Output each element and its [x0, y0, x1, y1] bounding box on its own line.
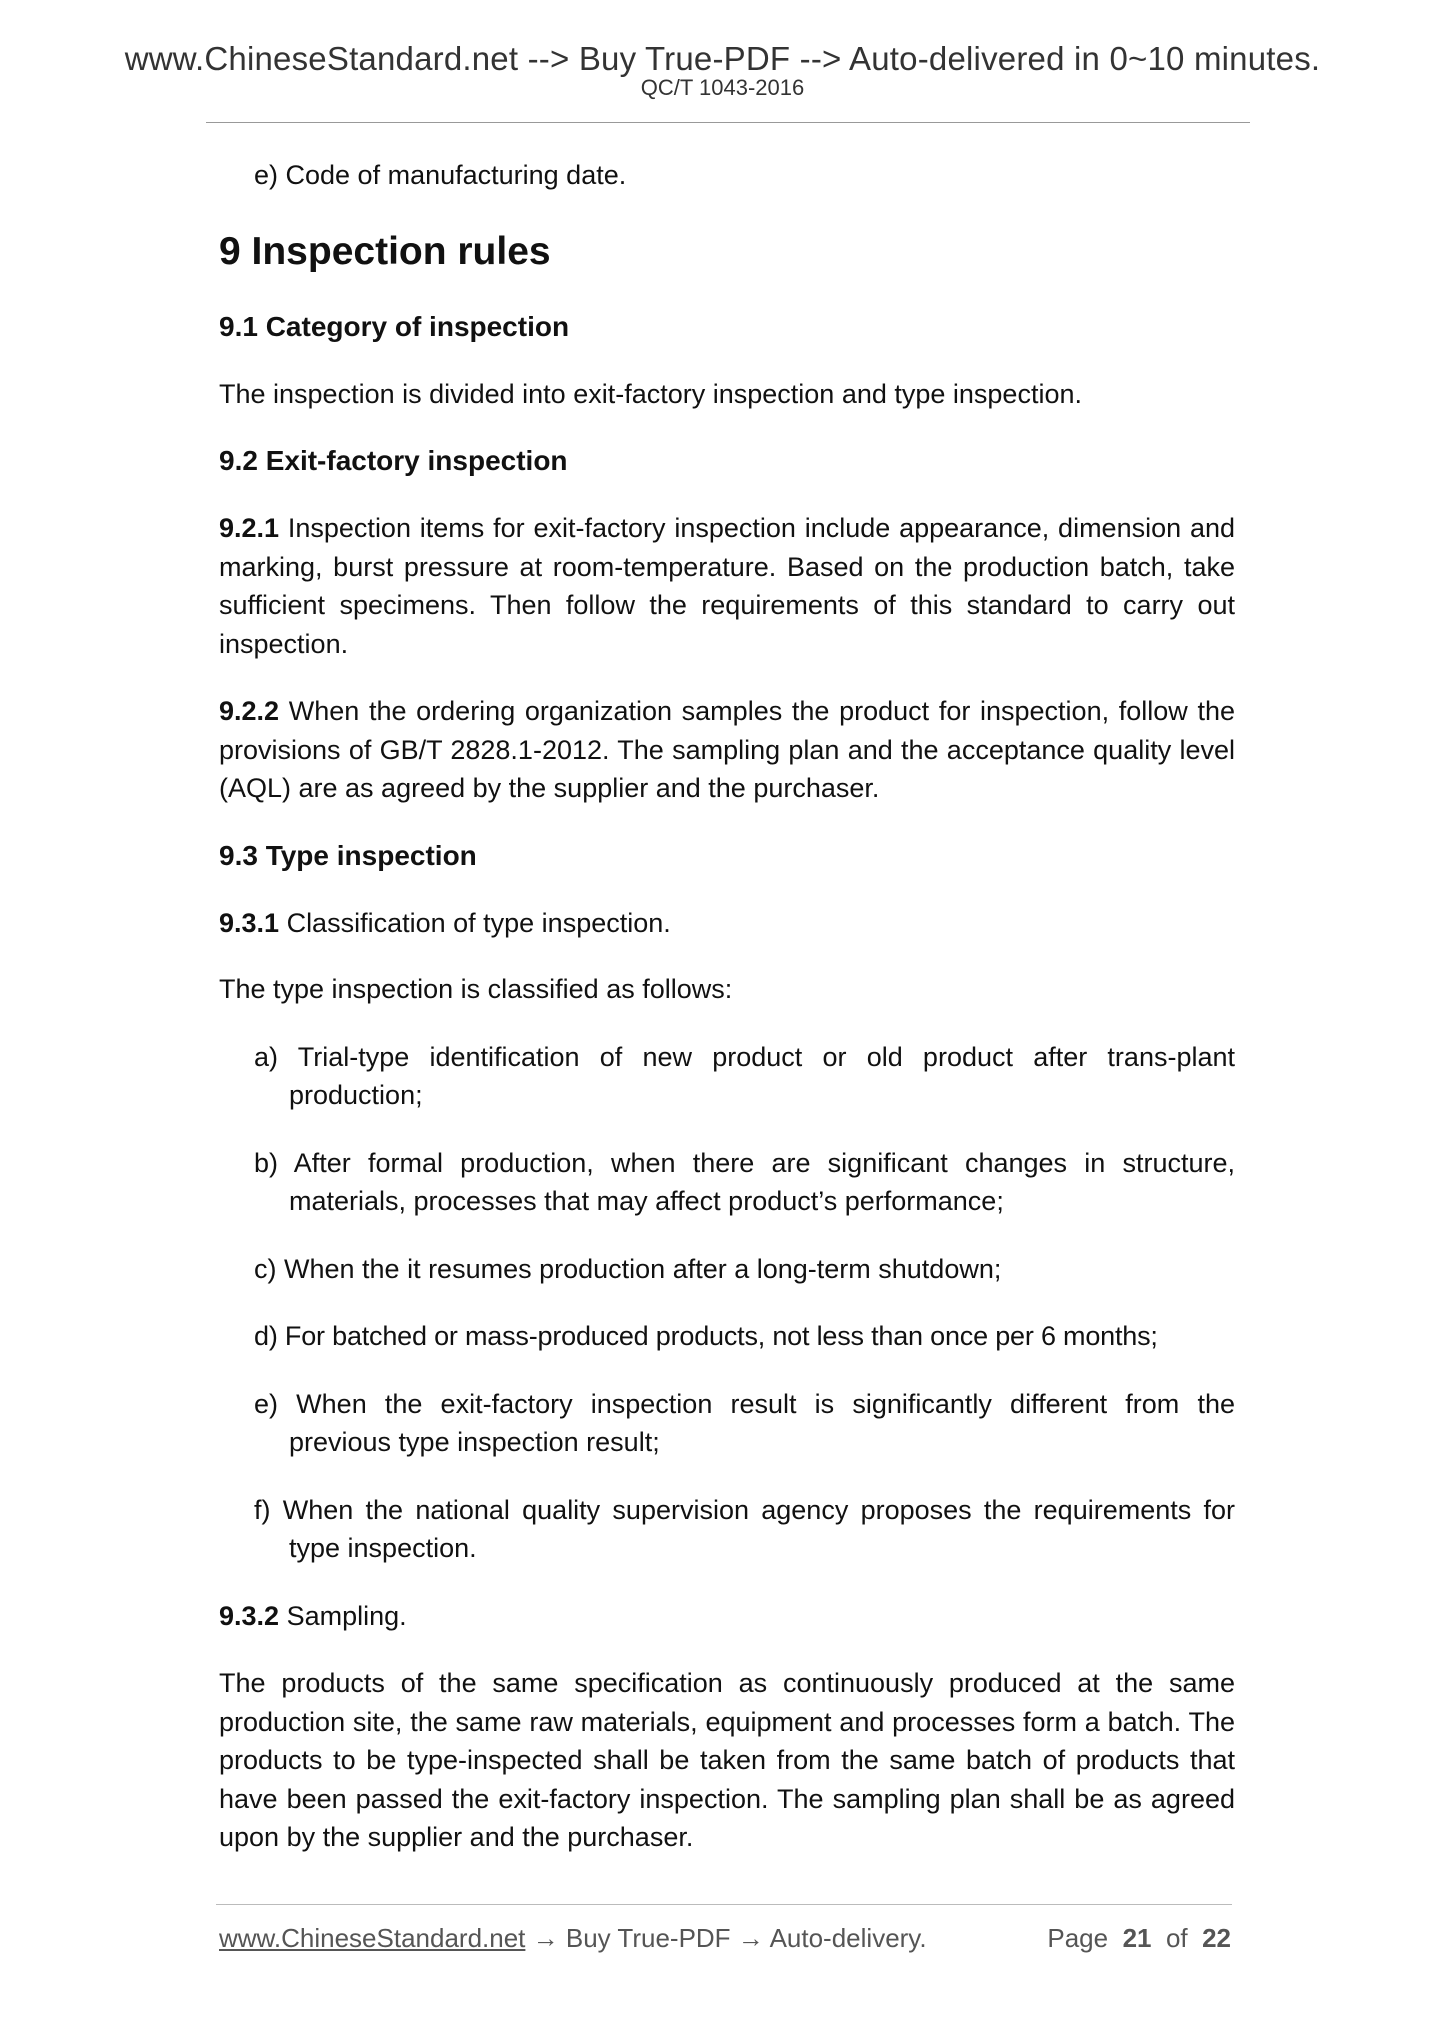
page-label: Page	[1047, 1923, 1109, 1953]
type-inspection-intro: The type inspection is classified as follows:	[219, 974, 733, 1004]
page-footer	[219, 1923, 1231, 1954]
list-text: When the national quality supervision agency proposes the requirements for type inspection.	[282, 1494, 1235, 1563]
footer-site-link[interactable]: www.ChineseStandard.net	[219, 1923, 526, 1953]
list-text: For batched or mass-produced products, not less than once per 6 months;	[284, 1321, 1158, 1351]
clause-text: Classification of type inspection.	[279, 907, 671, 938]
list-item	[219, 1038, 1235, 1115]
header-divider	[206, 122, 1250, 123]
sampling-paragraph: The products of the same specification as continuously produced at the same production site, the same raw materials, equipment and processes form a batch. The products to be type-inspected shall be taken from the same batch of products that have been passed the exit-factory inspection. The sampling plan shall be as agreed upon by the supplier and the purchaser.	[219, 1668, 1235, 1852]
list-label: f)	[254, 1494, 283, 1525]
clause-text: Sampling.	[279, 1600, 407, 1631]
clause-9-2-2	[219, 692, 1235, 808]
section-9-1-text: The inspection is divided into exit-factory inspection and type inspection.	[219, 378, 1082, 409]
section-9-2-title: 9.2 Exit-factory inspection	[219, 445, 568, 476]
page-of: of	[1165, 1923, 1188, 1953]
clause-number: 9.3.1	[219, 907, 280, 938]
section-9-3-title: 9.3 Type inspection	[219, 839, 477, 871]
section-9-1-title: 9.1 Category of inspection	[219, 310, 570, 342]
standard-code: QC/T 1043-2016	[640, 75, 805, 100]
clause-number: 9.2.2	[219, 696, 280, 726]
list-label: d)	[254, 1321, 285, 1351]
list-text: When the it resumes production after a long-term shutdown;	[284, 1253, 1002, 1284]
list-label: b)	[254, 1147, 294, 1178]
page-content	[219, 152, 1235, 1857]
site-banner: www.ChineseStandard.net --> Buy True-PDF --> Auto-delivered in 0~10 minutes.	[124, 40, 1321, 77]
clause-9-2-1	[219, 509, 1235, 663]
clause-9-3-2	[219, 1597, 1235, 1636]
footer-divider	[216, 1904, 1232, 1905]
list-item	[219, 1144, 1235, 1221]
footer-text: → Buy True-PDF → Auto-delivery.	[525, 1923, 927, 1953]
page-total: 22	[1202, 1923, 1231, 1953]
list-item-e-manufacturing-date: e) Code of manufacturing date.	[254, 160, 627, 190]
clause-9-3-1	[219, 904, 1235, 943]
list-item	[219, 1385, 1235, 1462]
section-9-title: 9 Inspection rules	[219, 229, 551, 273]
clause-text: When the ordering organization samples the product for inspection, follow the provisions of GB/T 2828.1-2012. The sampling plan and the acceptance quality level (AQL) are as agreed by the supplier and the purchaser.	[219, 696, 1235, 803]
list-text: After formal production, when there are significant changes in structure, materials, processes that may affect product’s performance;	[289, 1147, 1235, 1216]
list-text: Trial-type identification of new product or old product after trans-plant production;	[289, 1041, 1235, 1110]
clause-text: Inspection items for exit-factory inspection include appearance, dimension and marking, burst pressure at room-temperature. Based on the production batch, take sufficient specimens. Then follow the requirements of this standard to carry out inspection.	[219, 513, 1235, 659]
clause-number: 9.2.1	[219, 513, 280, 543]
list-item	[219, 1250, 1235, 1289]
list-label: c)	[254, 1253, 284, 1284]
list-label: e)	[254, 1388, 297, 1419]
page-current: 21	[1122, 1923, 1152, 1953]
list-text: When the exit-factory inspection result is significantly different from the previous type inspection result;	[289, 1388, 1235, 1457]
list-label: a)	[254, 1041, 298, 1072]
page-indicator	[1047, 1923, 1231, 1954]
list-item	[219, 1317, 1235, 1356]
clause-number: 9.3.2	[219, 1600, 280, 1631]
type-inspection-list	[219, 1038, 1235, 1568]
list-item	[219, 1491, 1235, 1568]
